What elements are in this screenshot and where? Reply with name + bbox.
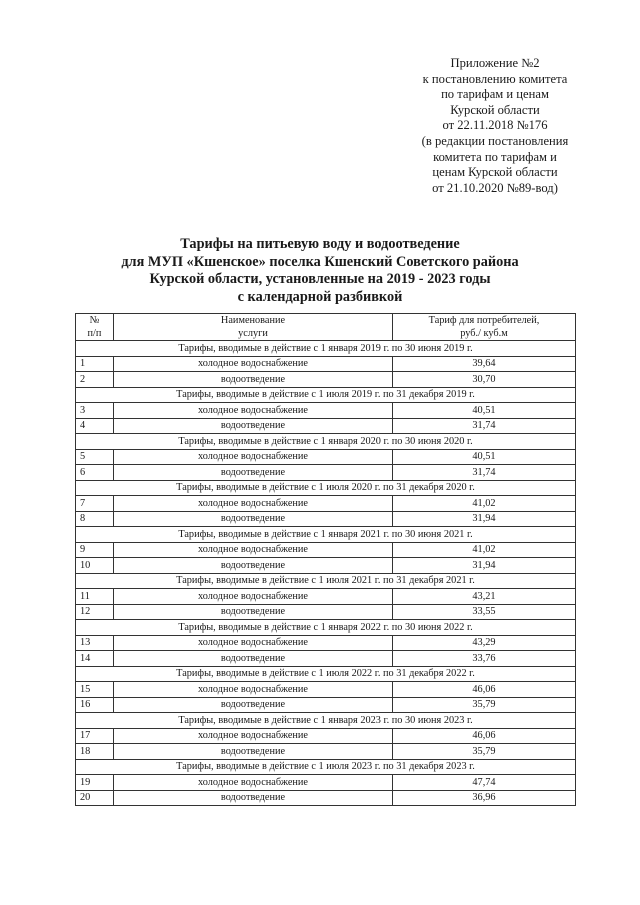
- table-row: [76, 728, 576, 744]
- row-number: 15: [76, 682, 114, 698]
- service-name: холодное водоснабжение: [114, 496, 393, 512]
- row-number: 4: [76, 418, 114, 434]
- row-number: 2: [76, 372, 114, 388]
- row-number: 9: [76, 542, 114, 558]
- period-label: Тарифы, вводимые в действие с 1 января 2019 г. по 30 июня 2019 г.: [76, 341, 576, 357]
- row-number: 16: [76, 697, 114, 713]
- service-name: холодное водоснабжение: [114, 589, 393, 605]
- tariff-value: 46,06: [393, 728, 576, 744]
- row-number: 6: [76, 465, 114, 481]
- appendix-line: Приложение №2: [450, 56, 540, 70]
- period-label: Тарифы, вводимые в действие с 1 июля 2021 г. по 31 декабря 2021 г.: [76, 573, 576, 589]
- service-name: водоотведение: [114, 418, 393, 434]
- period-row: [76, 527, 576, 543]
- service-name: водоотведение: [114, 511, 393, 527]
- tariff-value: 31,94: [393, 511, 576, 527]
- tariff-value: 46,06: [393, 682, 576, 698]
- period-row: [76, 341, 576, 357]
- tariff-value: 47,74: [393, 775, 576, 791]
- period-row: [76, 713, 576, 729]
- service-name: водоотведение: [114, 744, 393, 760]
- tariff-value: 40,51: [393, 449, 576, 465]
- appendix-line: по тарифам и ценам: [441, 87, 549, 102]
- tariff-value: 35,79: [393, 697, 576, 713]
- row-number: 8: [76, 511, 114, 527]
- row-number: 14: [76, 651, 114, 667]
- tariff-value: 31,74: [393, 418, 576, 434]
- table-row: [76, 496, 576, 512]
- table-row: [76, 542, 576, 558]
- table-row: [76, 682, 576, 698]
- table-header-row: [76, 314, 576, 341]
- table-row: [76, 744, 576, 760]
- service-name: холодное водоснабжение: [114, 403, 393, 419]
- period-label: Тарифы, вводимые в действие с 1 июля 2019 г. по 31 декабря 2019 г.: [76, 387, 576, 403]
- row-number: 3: [76, 403, 114, 419]
- tariff-value: 31,74: [393, 465, 576, 481]
- tariff-value: 41,02: [393, 542, 576, 558]
- service-name: водоотведение: [114, 697, 393, 713]
- table-row: [76, 356, 576, 372]
- row-number: 5: [76, 449, 114, 465]
- period-label: Тарифы, вводимые в действие с 1 января 2021 г. по 30 июня 2021 г.: [76, 527, 576, 543]
- service-name: холодное водоснабжение: [114, 356, 393, 372]
- header-number-line: п/п: [87, 328, 102, 339]
- tariff-value: 39,64: [393, 356, 576, 372]
- appendix-line: к постановлению комитета: [422, 71, 568, 86]
- service-name: холодное водоснабжение: [114, 775, 393, 791]
- table-row: [76, 511, 576, 527]
- period-label: Тарифы, вводимые в действие с 1 июля 2022 г. по 31 декабря 2022 г.: [76, 666, 576, 682]
- service-name: водоотведение: [114, 651, 393, 667]
- service-name: водоотведение: [114, 558, 393, 574]
- table-row: [76, 558, 576, 574]
- period-row: [76, 434, 576, 450]
- service-name: холодное водоснабжение: [114, 635, 393, 651]
- service-name: холодное водоснабжение: [114, 449, 393, 465]
- period-row: [76, 620, 576, 636]
- appendix-line: Курской области: [450, 102, 540, 117]
- period-row: [76, 480, 576, 496]
- period-row: [76, 666, 576, 682]
- tariff-value: 43,29: [393, 635, 576, 651]
- service-name: водоотведение: [114, 372, 393, 388]
- table-row: [76, 604, 576, 620]
- table-row: [76, 449, 576, 465]
- appendix-line: от 22.11.2018 №176: [442, 118, 548, 133]
- header-number-line: №: [89, 315, 100, 326]
- table-row: [76, 418, 576, 434]
- service-name: водоотведение: [114, 604, 393, 620]
- row-number: 20: [76, 790, 114, 806]
- tariff-value: 41,02: [393, 496, 576, 512]
- tariff-value: 30,70: [393, 372, 576, 388]
- header-tariff: [393, 314, 576, 341]
- appendix-line: от 21.10.2020 №89-вод): [432, 180, 558, 195]
- table-row: [76, 403, 576, 419]
- row-number: 7: [76, 496, 114, 512]
- tariff-value: 33,76: [393, 651, 576, 667]
- appendix-line: (в редакции постановления: [421, 133, 569, 148]
- header-number: [76, 314, 114, 341]
- header-service-line: Наименование: [220, 315, 286, 326]
- row-number: 11: [76, 589, 114, 605]
- period-label: Тарифы, вводимые в действие с 1 января 2022 г. по 30 июня 2022 г.: [76, 620, 576, 636]
- table-row: [76, 790, 576, 806]
- tariff-table-body: [76, 341, 576, 806]
- table-row: [76, 589, 576, 605]
- header-service-line: услуги: [238, 328, 268, 339]
- table-row: [76, 372, 576, 388]
- period-row: [76, 759, 576, 775]
- tariff-value: 40,51: [393, 403, 576, 419]
- header-service: [114, 314, 393, 341]
- row-number: 18: [76, 744, 114, 760]
- period-label: Тарифы, вводимые в действие с 1 июля 2020 г. по 31 декабря 2020 г.: [76, 480, 576, 496]
- service-name: водоотведение: [114, 790, 393, 806]
- service-name: водоотведение: [114, 465, 393, 481]
- table-row: [76, 651, 576, 667]
- tariff-value: 33,55: [393, 604, 576, 620]
- period-label: Тарифы, вводимые в действие с 1 января 2023 г. по 30 июня 2023 г.: [76, 713, 576, 729]
- appendix-line: ценам Курской области: [432, 165, 558, 180]
- table-row: [76, 697, 576, 713]
- tariff-value: 36,96: [393, 790, 576, 806]
- tariff-value: 43,21: [393, 589, 576, 605]
- row-number: 1: [76, 356, 114, 372]
- title-line: Тарифы на питьевую воду и водоотведение: [180, 236, 460, 252]
- row-number: 12: [76, 604, 114, 620]
- header-tariff-line: руб./ куб.м: [460, 328, 508, 339]
- period-label: Тарифы, вводимые в действие с 1 января 2020 г. по 30 июня 2020 г.: [76, 434, 576, 450]
- period-label: Тарифы, вводимые в действие с 1 июля 2023 г. по 31 декабря 2023 г.: [76, 759, 576, 775]
- title-line: для МУП «Кшенское» поселка Кшенский Советского района: [121, 253, 519, 270]
- row-number: 19: [76, 775, 114, 791]
- service-name: холодное водоснабжение: [114, 542, 393, 558]
- period-row: [76, 573, 576, 589]
- service-name: холодное водоснабжение: [114, 682, 393, 698]
- appendix-header: [400, 56, 590, 196]
- row-number: 17: [76, 728, 114, 744]
- title-line: с календарной разбивкой: [237, 288, 403, 305]
- tariff-table: [75, 313, 576, 806]
- title-line: Курской области, установленные на 2019 - 2023 годы: [149, 271, 491, 287]
- appendix-line: комитета по тарифам и: [433, 149, 557, 164]
- tariff-value: 31,94: [393, 558, 576, 574]
- document-title: [90, 236, 550, 306]
- service-name: холодное водоснабжение: [114, 728, 393, 744]
- header-tariff-line: Тариф для потребителей,: [428, 315, 540, 326]
- table-row: [76, 775, 576, 791]
- row-number: 10: [76, 558, 114, 574]
- row-number: 13: [76, 635, 114, 651]
- table-row: [76, 635, 576, 651]
- tariff-value: 35,79: [393, 744, 576, 760]
- period-row: [76, 387, 576, 403]
- table-row: [76, 465, 576, 481]
